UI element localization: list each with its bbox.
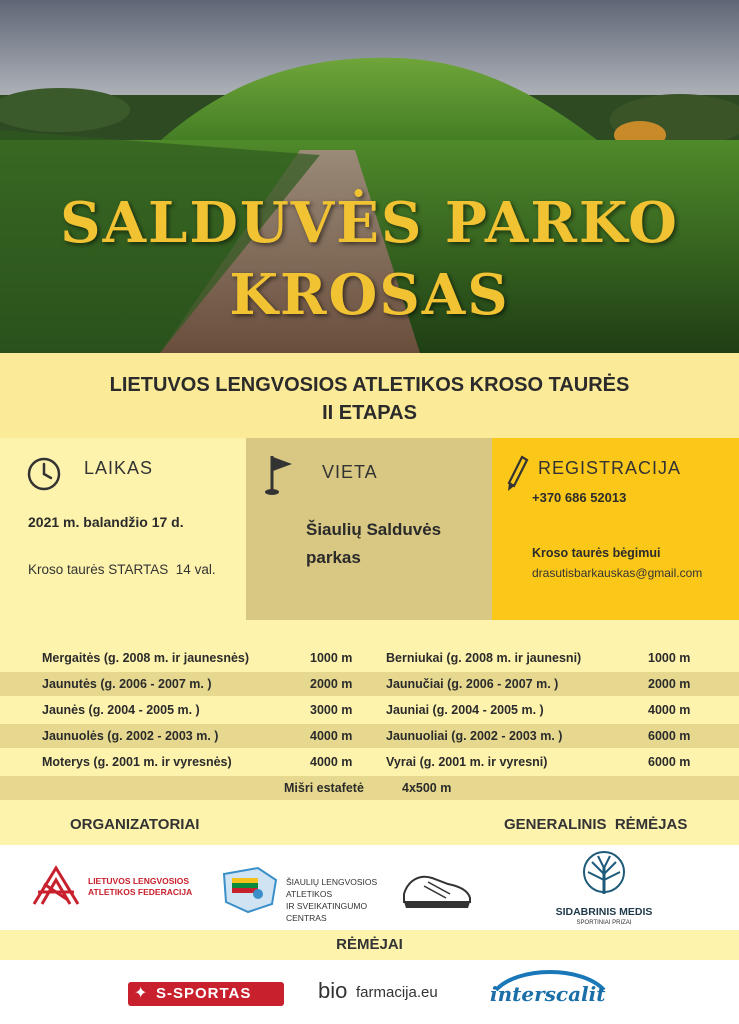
venue-name-line2: parkas xyxy=(306,548,361,567)
left-group: Jaunės (g. 2004 - 2005 m. ) xyxy=(42,703,200,717)
right-distance: 4000 m xyxy=(648,703,691,717)
sidabrinis-medis-logo[interactable] xyxy=(544,850,664,930)
time-panel xyxy=(0,438,246,620)
left-group: Jaunutės (g. 2006 - 2007 m. ) xyxy=(42,677,212,691)
right-group: Berniukai (g. 2008 m. ir jaunesni) xyxy=(386,651,582,665)
left-distance: 4000 m xyxy=(310,729,353,743)
supporters-bar xyxy=(0,930,739,960)
clock-icon xyxy=(26,456,62,492)
right-group: Jaunuoliai (g. 2002 - 2003 m. ) xyxy=(386,729,563,743)
lla-logo-line1: LIETUVOS LENGVOSIOS xyxy=(88,876,190,886)
golf-flag-icon xyxy=(264,452,296,498)
hero-photo xyxy=(0,0,739,353)
s-sportas-text: S-SPORTAS xyxy=(156,985,252,1002)
biofarmacija-logo[interactable] xyxy=(318,978,468,1008)
lithuania-map-icon xyxy=(218,864,280,916)
distances-table xyxy=(0,620,739,805)
venue-heading: VIETA xyxy=(322,462,378,482)
relay-row xyxy=(0,776,739,800)
event-title-line1: SALDUVĖS PARKO xyxy=(60,190,679,256)
tree-icon xyxy=(576,850,632,900)
event-title-line2: KROSAS xyxy=(229,262,510,328)
sidabrinis-logo-line2: SPORTINIAI PRIZAI xyxy=(576,920,632,926)
running-shoe-logo[interactable] xyxy=(398,860,474,912)
left-distance: 2000 m xyxy=(310,677,353,691)
right-group: Jaunučiai (g. 2006 - 2007 m. ) xyxy=(386,677,559,691)
venue-panel xyxy=(246,438,492,620)
venue-name-line1: Šiaulių Salduvės xyxy=(306,520,442,539)
registration-heading: REGISTRACIJA xyxy=(538,458,682,478)
table-row xyxy=(0,724,739,748)
left-group: Mergaitės (g. 2008 m. ir jaunesnės) xyxy=(42,651,250,665)
left-distance: 4000 m xyxy=(310,755,353,769)
right-group: Vyrai (g. 2001 m. ir vyresni) xyxy=(386,755,548,769)
table-row xyxy=(0,646,739,670)
interscalit-text: interscalit xyxy=(490,982,606,1006)
right-distance: 6000 m xyxy=(648,729,691,743)
lla-logo-line2: ATLETIKOS FEDERACIJA xyxy=(88,887,193,897)
s-sportas-logo[interactable] xyxy=(128,982,284,1006)
right-distance: 6000 m xyxy=(648,755,691,769)
general-sponsor-heading: GENERALINIS RĖMĖJAS xyxy=(504,816,688,833)
subtitle-band xyxy=(0,353,739,438)
organizers-heading: ORGANIZATORIAI xyxy=(70,816,200,833)
pencil-icon xyxy=(504,454,530,494)
siauliai-logo-text xyxy=(286,876,388,924)
table-row xyxy=(0,672,739,696)
running-shoe-icon xyxy=(398,860,474,912)
farmacija-text: farmacija.eu xyxy=(356,984,438,1001)
bio-text: bio xyxy=(318,978,348,1003)
table-row xyxy=(0,698,739,722)
event-date: 2021 m. balandžio 17 d. xyxy=(28,514,184,530)
siauliai-logo-line1: ŠIAULIŲ LENGVOSIOS ATLETIKOS xyxy=(286,877,378,899)
organizers-bar xyxy=(0,805,739,845)
lla-logo[interactable] xyxy=(30,862,210,912)
registration-panel xyxy=(492,438,739,620)
start-time: Kroso taurės STARTAS 14 val. xyxy=(28,562,216,577)
time-heading: LAIKAS xyxy=(84,458,154,478)
left-distance: 3000 m xyxy=(310,703,353,717)
right-distance: 1000 m xyxy=(648,651,691,665)
venue-name xyxy=(306,516,441,572)
left-group: Jaunuolės (g. 2002 - 2003 m. ) xyxy=(42,729,219,743)
lla-emblem-icon xyxy=(30,862,82,908)
registration-phone[interactable]: +370 686 52013 xyxy=(532,490,627,505)
siauliai-center-logo[interactable] xyxy=(218,864,388,923)
subtitle-line1: LIETUVOS LENGVOSIOS ATLETIKOS KROSO TAURĖS xyxy=(109,374,630,396)
registration-email[interactable]: drasutisbarkauskas@gmail.com xyxy=(532,566,703,580)
right-distance: 2000 m xyxy=(648,677,691,691)
right-group: Jauniai (g. 2004 - 2005 m. ) xyxy=(386,703,544,717)
subtitle-line2: II ETAPAS xyxy=(322,402,417,424)
siauliai-logo-line2: IR SVEIKATINGUMO CENTRAS xyxy=(286,901,368,923)
left-distance: 1000 m xyxy=(310,651,353,665)
lla-logo-text xyxy=(88,876,192,898)
registration-note: Kroso taurės bėgimui xyxy=(532,546,661,560)
sidabrinis-logo-line1: SIDABRINIS MEDIS xyxy=(555,906,653,918)
table-row xyxy=(0,750,739,774)
relay-distance: 4x500 m xyxy=(402,781,452,795)
left-group: Moterys (g. 2001 m. ir vyresnės) xyxy=(42,755,232,769)
supporters-heading: RĖMĖJAI xyxy=(336,936,403,953)
s-sportas-runner-icon: ✦ xyxy=(134,985,148,1002)
relay-label: Mišri estafetė xyxy=(284,781,364,795)
interscalit-logo[interactable] xyxy=(488,966,612,1010)
